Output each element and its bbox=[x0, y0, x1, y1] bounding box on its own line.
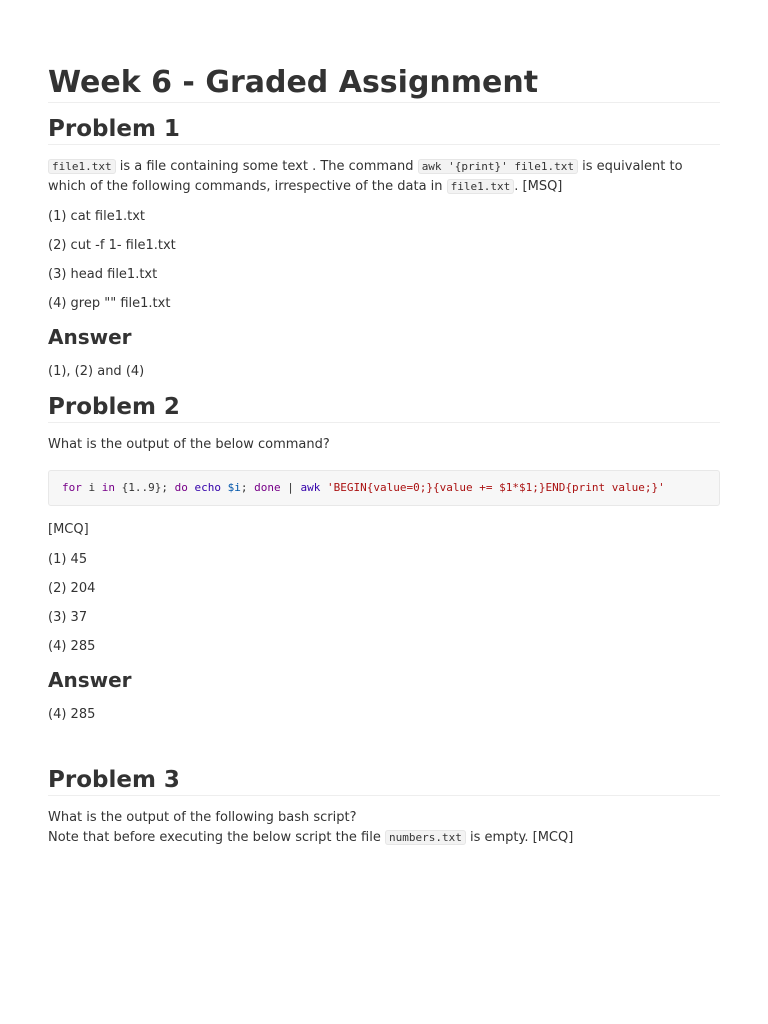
inline-code: numbers.txt bbox=[385, 830, 466, 845]
code-token: i bbox=[81, 481, 102, 494]
question-text: is equivalent to which of the following commands, irrespective of the data in bbox=[48, 159, 683, 194]
problem-3-question: What is the output of the following bash script? bbox=[48, 810, 357, 825]
option-item: (3) head file1.txt bbox=[48, 267, 158, 282]
code-token: | bbox=[280, 481, 301, 494]
code-token bbox=[221, 481, 228, 494]
document-content bbox=[48, 64, 720, 848]
code-token: echo bbox=[194, 481, 221, 494]
question-text: Note that before executing the below script the file bbox=[48, 830, 385, 845]
code-token: ; bbox=[240, 481, 255, 494]
option-item: (2) 204 bbox=[48, 581, 96, 596]
code-token: awk bbox=[300, 481, 321, 494]
question-text: . [MSQ] bbox=[514, 179, 563, 194]
inline-code: file1.txt bbox=[48, 159, 116, 174]
problem-3-heading: Problem 3 bbox=[48, 765, 720, 796]
problem-2-answer: (4) 285 bbox=[48, 707, 96, 722]
inline-code: awk '{print}' file1.txt bbox=[418, 159, 578, 174]
problem-1-answer-heading: Answer bbox=[48, 325, 132, 349]
question-text: is empty. [MCQ] bbox=[465, 830, 574, 845]
option-item: (1) cat file1.txt bbox=[48, 209, 145, 224]
code-block bbox=[48, 470, 720, 506]
problem-1-answer: (1), (2) and (4) bbox=[48, 364, 145, 379]
code-token: {1..9}; bbox=[115, 481, 175, 494]
code-token: for bbox=[62, 481, 82, 494]
code-token: $i bbox=[227, 481, 241, 494]
question-text: is a file containing some text . The command bbox=[115, 159, 418, 174]
problem-2-answer-heading: Answer bbox=[48, 668, 132, 692]
option-item: (1) 45 bbox=[48, 552, 88, 567]
option-item: (2) cut -f 1- file1.txt bbox=[48, 238, 176, 253]
problem-2-heading: Problem 2 bbox=[48, 392, 720, 423]
option-item: (3) 37 bbox=[48, 610, 88, 625]
option-item: (4) 285 bbox=[48, 639, 96, 654]
code-token: done bbox=[254, 481, 281, 494]
code-token: in bbox=[101, 481, 115, 494]
problem-1-heading: Problem 1 bbox=[48, 114, 720, 145]
option-item: (4) grep "" file1.txt bbox=[48, 296, 171, 311]
inline-code: file1.txt bbox=[447, 179, 515, 194]
problem-3-note bbox=[48, 828, 720, 848]
problem-2-question: What is the output of the below command? bbox=[48, 437, 330, 452]
code-token bbox=[320, 481, 327, 494]
code-token: do bbox=[174, 481, 188, 494]
code-token: 'BEGIN{value=0;}{value += $1*$1;}END{print value;}' bbox=[326, 481, 665, 494]
problem-2-type-label: [MCQ] bbox=[48, 522, 89, 537]
page-title: Week 6 - Graded Assignment bbox=[48, 64, 720, 103]
problem-1-question bbox=[48, 157, 720, 197]
